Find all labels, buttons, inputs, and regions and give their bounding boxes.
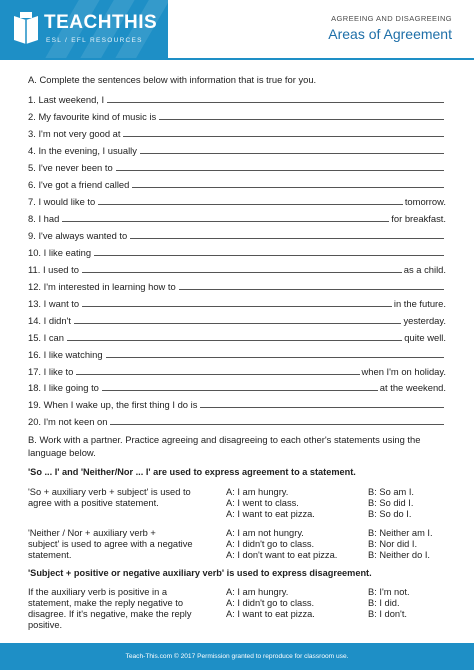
- item-number: 10.: [28, 246, 42, 258]
- book-icon: [12, 12, 40, 46]
- item-number: 8.: [28, 212, 36, 224]
- answer-blank[interactable]: [179, 280, 444, 290]
- page-header: [0, 0, 474, 58]
- example-statement: A: I don't want to eat pizza.: [226, 550, 338, 560]
- answer-blank[interactable]: [98, 195, 403, 205]
- answer-blank[interactable]: [107, 93, 444, 103]
- item-prompt: I've got a friend called: [38, 178, 130, 190]
- item-prompt: I can: [43, 331, 64, 343]
- exercise-item: [28, 91, 446, 105]
- item-number: 5.: [28, 161, 36, 173]
- item-number: 9.: [28, 229, 36, 241]
- answer-blank[interactable]: [82, 263, 402, 273]
- item-number: 7.: [28, 195, 36, 207]
- item-prompt: I'm interested in learning how to: [43, 280, 176, 292]
- exercise-item: [28, 176, 446, 190]
- answer-blank[interactable]: [106, 348, 444, 358]
- item-number: 15.: [28, 331, 42, 343]
- item-number: 18.: [28, 382, 42, 394]
- rule-description: 'Neither / Nor + auxiliary verb +: [28, 528, 156, 538]
- rule-description: positive.: [28, 620, 63, 630]
- rule-description: subject' is used to agree with a negative: [28, 539, 193, 549]
- item-suffix: for breakfast.: [391, 212, 446, 224]
- item-number: 17.: [28, 365, 42, 377]
- exercise-item: [28, 379, 446, 393]
- disagreement-rule-heading: 'Subject + positive or negative auxiliary verb' is used to express disagreement.: [28, 568, 372, 578]
- answer-blank[interactable]: [94, 246, 444, 256]
- rule-description: statement, make the reply negative to: [28, 598, 184, 608]
- example-statement: A: I didn't go to class.: [226, 598, 315, 608]
- exercise-item: [28, 346, 446, 360]
- example-statement: A: I want to eat pizza.: [226, 509, 315, 519]
- example-reply: B: So do I.: [368, 509, 412, 519]
- example-statement: A: I am hungry.: [226, 587, 289, 597]
- answer-blank[interactable]: [102, 381, 378, 391]
- exercise-item: [28, 396, 446, 410]
- item-number: 6.: [28, 178, 36, 190]
- example-reply: B: I did.: [368, 598, 400, 608]
- exercise-item: [28, 295, 446, 309]
- item-prompt: I've always wanted to: [38, 229, 128, 241]
- item-number: 13.: [28, 297, 42, 309]
- item-prompt: I didn't: [43, 314, 71, 326]
- exercise-item: [28, 329, 446, 343]
- item-prompt: I like eating: [43, 246, 92, 258]
- exercise-item: [28, 193, 446, 207]
- rule-description: 'So + auxiliary verb + subject' is used to: [28, 487, 191, 497]
- item-number: 12.: [28, 280, 42, 292]
- exercise-item: [28, 261, 446, 275]
- answer-blank[interactable]: [67, 331, 402, 341]
- answer-blank[interactable]: [130, 229, 444, 239]
- example-reply: B: Nor did I.: [368, 539, 418, 549]
- answer-blank[interactable]: [76, 365, 359, 375]
- answer-blank[interactable]: [132, 178, 444, 188]
- answer-blank[interactable]: [74, 314, 401, 324]
- page-footer: Teach-This.com © 2017 Permission granted to reproduce for classroom use.: [0, 643, 474, 670]
- example-statement: A: I went to class.: [226, 498, 299, 508]
- item-number: 19.: [28, 399, 42, 411]
- item-suffix: in the future.: [393, 297, 446, 309]
- rule-description: statement.: [28, 550, 72, 560]
- exercise-item: [28, 278, 446, 292]
- example-statement: A: I want to eat pizza.: [226, 609, 315, 619]
- item-suffix: at the weekend.: [379, 382, 446, 394]
- worksheet-topic: AGREEING AND DISAGREEING: [331, 14, 452, 23]
- item-prompt: I like going to: [43, 382, 99, 394]
- example-reply: B: So am I.: [368, 487, 414, 497]
- rule-description: agree with a positive statement.: [28, 498, 159, 508]
- agreement-rule-heading: 'So ... I' and 'Neither/Nor ... I' are used to express agreement to a statement.: [28, 467, 356, 477]
- brand-subtitle: ESL / EFL RESOURCES: [46, 37, 143, 44]
- item-number: 11.: [28, 263, 41, 275]
- answer-blank[interactable]: [82, 297, 392, 307]
- example-reply: B: So did I.: [368, 498, 414, 508]
- item-number: 14.: [28, 314, 42, 326]
- answer-blank[interactable]: [200, 398, 444, 408]
- item-prompt: When I wake up, the first thing I do is: [43, 399, 198, 411]
- item-prompt: Last weekend, I: [38, 94, 105, 105]
- item-prompt: I like watching: [43, 348, 103, 360]
- item-prompt: I want to: [43, 297, 80, 309]
- item-prompt: I'm not keen on: [43, 416, 108, 428]
- item-prompt: In the evening, I usually: [38, 144, 137, 156]
- answer-blank[interactable]: [110, 415, 444, 425]
- item-suffix: tomorrow.: [404, 195, 446, 207]
- brand-name: TEACHTHIS: [44, 12, 158, 33]
- rule-description: If the auxiliary verb is positive in a: [28, 587, 167, 597]
- example-statement: A: I am not hungry.: [226, 528, 304, 538]
- item-number: 3.: [28, 127, 36, 139]
- item-prompt: I had: [38, 212, 60, 224]
- exercise-item: [28, 413, 446, 427]
- answer-blank[interactable]: [116, 161, 444, 171]
- example-statement: A: I am hungry.: [226, 487, 289, 497]
- exercise-item: [28, 210, 446, 224]
- item-number: 20.: [28, 416, 42, 428]
- exercise-item: [28, 244, 446, 258]
- worksheet-title: Areas of Agreement: [328, 26, 452, 42]
- item-prompt: I like to: [43, 365, 74, 377]
- item-suffix: as a child.: [403, 263, 446, 275]
- section-a-instruction: A. Complete the sentences below with information that is true for you.: [28, 74, 317, 85]
- example-reply: B: I don't.: [368, 609, 407, 619]
- exercise-item: [28, 312, 446, 326]
- answer-blank[interactable]: [62, 212, 389, 222]
- exercise-item: [28, 363, 446, 377]
- logo: [0, 0, 168, 58]
- item-suffix: quite well.: [404, 331, 446, 343]
- item-prompt: I'm not very good at: [38, 127, 121, 139]
- section-b-instruction-line: language below.: [28, 446, 96, 458]
- item-number: 4.: [28, 144, 36, 156]
- answer-blank[interactable]: [140, 144, 444, 154]
- answer-blank[interactable]: [123, 127, 444, 137]
- example-statement: A: I didn't go to class.: [226, 539, 315, 549]
- section-b-instruction-line: B. Work with a partner. Practice agreeing and disagreeing to each other's statements using the: [28, 434, 421, 445]
- exercise-item: [28, 159, 446, 173]
- header-divider: [0, 58, 474, 60]
- item-number: 2.: [28, 110, 36, 122]
- item-suffix: when I'm on holiday.: [361, 365, 446, 377]
- item-suffix: yesterday.: [403, 314, 446, 326]
- example-reply: B: I'm not.: [368, 587, 410, 597]
- exercise-item: [28, 108, 446, 122]
- item-prompt: I've never been to: [38, 161, 113, 173]
- item-prompt: I used to: [42, 263, 79, 275]
- rule-description: disagree. If it's negative, make the reply: [28, 609, 192, 619]
- example-reply: B: Neither am I.: [368, 528, 433, 538]
- item-prompt: I would like to: [38, 195, 96, 207]
- exercise-item: [28, 142, 446, 156]
- section-b-instruction: [28, 434, 448, 459]
- item-number: 1.: [28, 94, 36, 105]
- exercise-item: [28, 227, 446, 241]
- answer-blank[interactable]: [159, 110, 444, 120]
- item-number: 16.: [28, 348, 42, 360]
- example-reply: B: Neither do I.: [368, 550, 431, 560]
- exercise-item: [28, 125, 446, 139]
- item-prompt: My favourite kind of music is: [38, 110, 157, 122]
